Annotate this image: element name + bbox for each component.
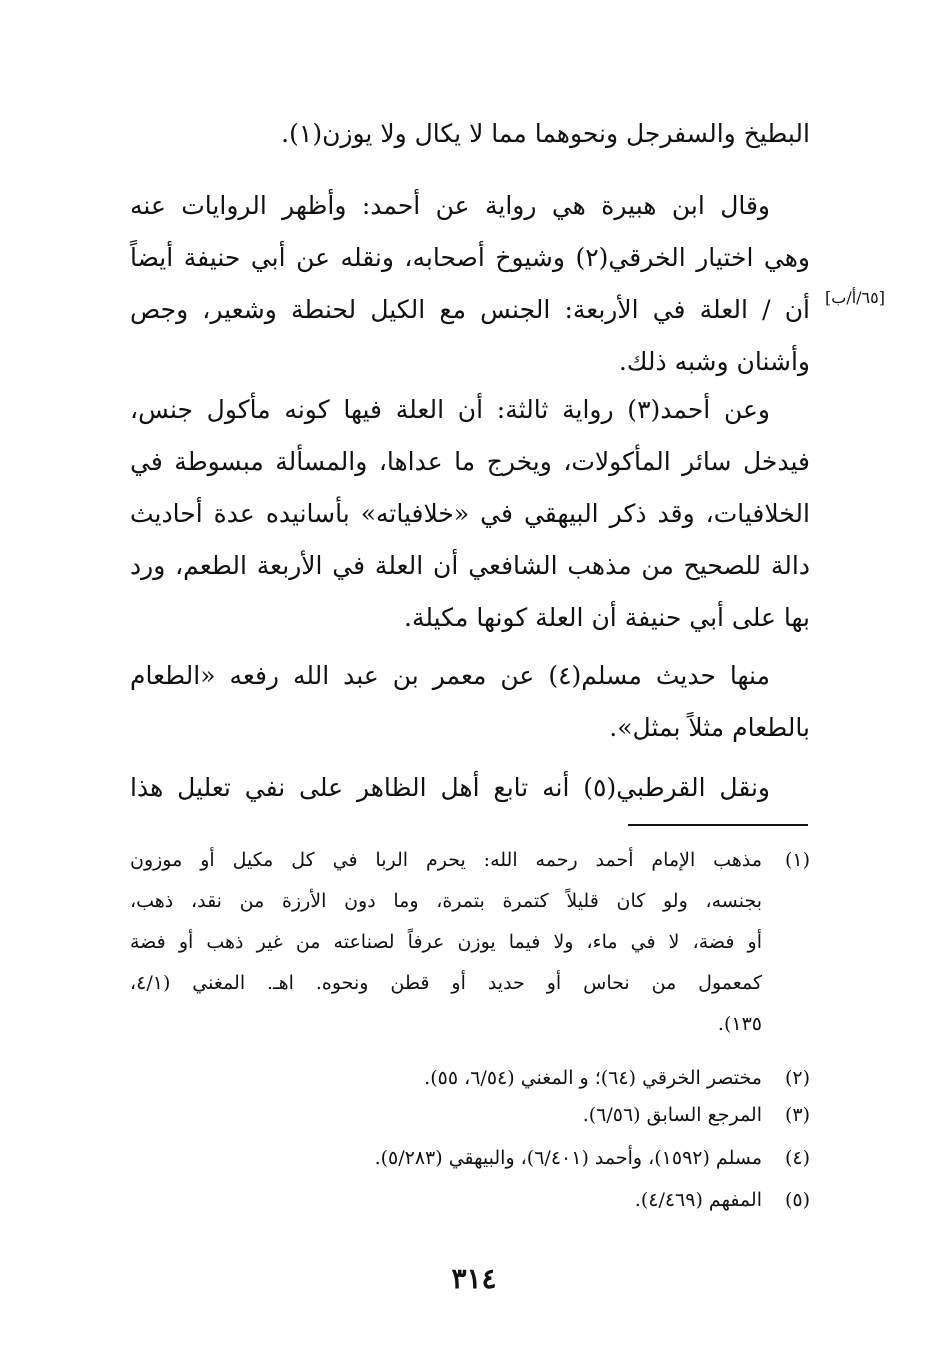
footnote-text: المرجع السابق (٦/٥٦). [582,1104,762,1126]
footnote-line: كمعمول من نحاس أو حديد أو قطن ونحوه. اهـ. المغني (٤/١، [130,972,762,994]
manuscript-folio-marker: [٦٥/أ/ب] [825,288,885,307]
footnote-separator [628,824,808,826]
footnote-text: مذهب الإمام أحمد رحمه الله: يحرم الربا في كل مكيل أو موزون [130,849,762,871]
footnote-3 [130,1095,810,1135]
text-line: بها على أبي حنيفة أن العلة كونها مكيلة. [404,603,810,632]
text-line: وهي اختيار الخرقي(٢) وشيوخ أصحابه، ونقله عن أبي حنيفة أيضاً [130,243,811,272]
text-line: وقال ابن هبيرة هي رواية عن أحمد: وأظهر الروايات عنه [130,191,770,220]
text-line: أن / العلة في الأربعة: الجنس مع الكيل لحنطة وشعير، وجص [130,295,810,324]
text-line: وعن أحمد(٣) رواية ثالثة: أن العلة فيها كونه مأكول جنس، [130,395,770,424]
footnote-number: (١) [784,849,810,871]
page-number: ٣١٤ [451,1262,497,1295]
footnote-line [130,840,810,881]
paragraph-1 [130,108,810,160]
footnote-line: أو فضة، لا في ماء، ولا فيما يوزن عرفاً لصناعته من غير ذهب أو فضة [130,931,762,953]
text-line: البطيخ والسفرجل ونحوهما مما لا يكال ولا يوزن(١). [281,119,810,148]
paragraph-5 [130,762,810,814]
footnote-number: (٣) [784,1104,810,1126]
footnote-4 [130,1138,810,1178]
footnote-text: المفهم (٤/٤٦٩). [634,1189,762,1211]
text-line: منها حديث مسلم(٤) عن معمر بن عبد الله رفعه «الطعام [130,661,770,690]
footnote-number: (٥) [784,1189,810,1211]
paragraph-4 [130,650,810,754]
text-line: ونقل القرطبي(٥) أنه تابع أهل الظاهر على نفي تعليل هذا [130,773,770,802]
text-line: وأشنان وشبه ذلك. [618,347,810,376]
footnote-line: ١٣٥). [717,1013,762,1035]
text-line: دالة للصحيح من مذهب الشافعي أن العلة في الأربعة الطعم، ورد [130,551,810,580]
footnote-1 [130,840,810,1045]
paragraph-3 [130,384,810,644]
footnote-line: بجنسه، ولو كان قليلاً كتمرة بتمرة، وما دون الأرزة من نقد، ذهب، [130,890,762,912]
footnote-text: مختصر الخرقي (٦٤)؛ و المغني (٦/٥٤، ٥٥). [424,1067,762,1089]
footnote-number: (٢) [784,1067,810,1089]
paragraph-2 [130,180,810,388]
footnote-5 [130,1180,810,1220]
footnote-text: مسلم (١٥٩٢)، وأحمد (٦/٤٠١)، والبيهقي (٥/٢٨٣). [374,1147,762,1169]
footnote-2 [130,1058,810,1098]
text-line: بالطعام مثلاً بمثل». [609,713,810,742]
text-line: الخلافيات، وقد ذكر البيهقي في «خلافياته» بأسانيده عدة أحاديث [130,499,810,528]
footnote-number: (٤) [784,1147,810,1169]
text-line: فيدخل سائر المأكولات، ويخرج ما عداها، والمسألة مبسوطة في [130,447,810,476]
